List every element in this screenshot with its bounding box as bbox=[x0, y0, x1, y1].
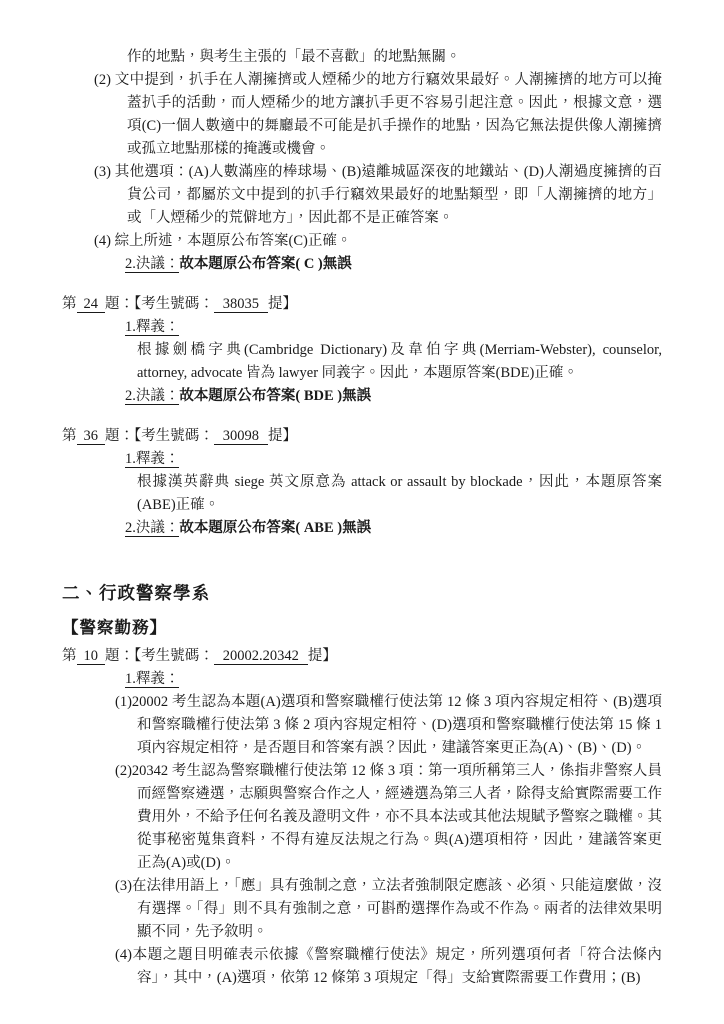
candidate-label: 題：【考生號碼： bbox=[105, 428, 214, 444]
resolution-line bbox=[125, 385, 662, 408]
question-prefix: 第 bbox=[62, 428, 77, 444]
resolution-line bbox=[125, 253, 662, 276]
explanation-paragraph: 根據漢英辭典 siege 英文原意為 attack or assault by blockade，因此，本題原答案(ABE)正確。 bbox=[137, 474, 662, 513]
explanation-label: 1.釋義： bbox=[125, 451, 180, 467]
question-suffix: 提】 bbox=[268, 428, 297, 444]
resolution-line bbox=[125, 517, 662, 540]
item-text: 其他選項：(A)人數滿座的棒球場、(B)遠離城區深夜的地鐵站、(D)人潮過度擁擠的百貨公司，都屬於文中提到的扒手行竊效果最好的地點類型，即「人潮擁擠的地方」或「人煙稀少的荒僻地方」，因此都不是正確答案。 bbox=[110, 164, 662, 226]
numbered-item bbox=[62, 161, 662, 230]
question-prefix: 第 bbox=[62, 648, 77, 664]
candidate-code: 38035 bbox=[214, 296, 268, 313]
blank-line-spacer bbox=[62, 408, 662, 425]
blank-line-spacer bbox=[62, 276, 662, 293]
item-marker: (2) bbox=[94, 72, 111, 88]
explanation-label-line bbox=[125, 448, 662, 471]
item-text: 文中提到，扒手在人潮擁擠或人煙稀少的地方行竊效果最好。人潮擁擠的地方可以掩蓋扒手的活動，而人煙稀少的地方讓扒手更不容易引起注意。因此，根據文意，選項(C)一個人數適中的舞廳最不可能是扒手操作的地點，因為它無法提供像人潮擁擠或孤立地點那樣的掩護或機會。 bbox=[110, 72, 662, 157]
explanation-label: 1.釋義： bbox=[125, 671, 180, 687]
candidate-label: 題：【考生號碼： bbox=[105, 296, 214, 312]
resolution-label: 2.決議： bbox=[125, 520, 180, 536]
item-text: 20342 考生認為警察職權行使法第 12 條 3 項：第一項所稱第三人，係指非警察人員而經警察遴選，志願與警察合作之人，經遴選為第三人者，除得支給實際需要工作費用外，不給予任何名義及證明文件，亦不具本法或其他法規賦予警察之職權。其從事秘密蒐集資料，不得有違反法規之行為。與(A)選項相符，因此，建議答案更正為(A)或(D)。 bbox=[131, 763, 662, 871]
explanation-label-line bbox=[125, 316, 662, 339]
subject-heading: 【警察勤務】 bbox=[62, 618, 167, 637]
section-heading: 二、行政警察學系 bbox=[62, 583, 210, 603]
numbered-item bbox=[62, 875, 662, 944]
question-header bbox=[62, 425, 662, 448]
question-header bbox=[62, 645, 662, 668]
question-number: 24 bbox=[77, 296, 106, 313]
explanation-paragraph: 根據劍橋字典(Cambridge Dictionary)及韋伯字典(Merriam-Webster), counselor, attorney, advocate 皆為 lawyer 同義字。因此，本題原答案(BDE)正確。 bbox=[137, 342, 662, 381]
item-marker: (3) bbox=[94, 164, 111, 180]
item-text: 20002 考生認為本題(A)選項和警察職權行使法第 12 條 3 項內容規定相符、(B)選項和警察職權行使法第 3 條 2 項內容規定相符、(D)選項和警察職權行使法第 15 條 1 項內容規定相符，是否題目和答案有誤？因此，建議答案更正為(A)、(B)、(D)。 bbox=[131, 694, 662, 756]
item-marker: (2) bbox=[115, 763, 132, 779]
item-marker: (3) bbox=[115, 878, 132, 894]
item-marker: (4) bbox=[115, 947, 132, 963]
candidate-label: 題：【考生號碼： bbox=[105, 648, 214, 664]
numbered-item bbox=[62, 691, 662, 760]
candidate-code: 30098 bbox=[214, 428, 268, 445]
resolution-text: 故本題原公布答案( ABE )無誤 bbox=[179, 520, 372, 536]
item-text: 本題之題目明確表示依據《警察職權行使法》規定，所列選項何者「符合法條內容」，其中，(A)選項，依第 12 條第 3 項規定「得」支給實際需要工作費用；(B) bbox=[131, 947, 662, 986]
question-suffix: 提】 bbox=[268, 296, 297, 312]
explanation-label: 1.釋義： bbox=[125, 319, 180, 335]
question-header bbox=[62, 293, 662, 316]
question-number: 36 bbox=[77, 428, 106, 445]
item-marker: (4) bbox=[94, 233, 111, 249]
item-text: 綜上所述，本題原公布答案(C)正確。 bbox=[110, 233, 352, 249]
question-suffix: 提】 bbox=[307, 648, 337, 664]
candidate-code: 20002.20342 bbox=[214, 648, 308, 665]
resolution-label: 2.決議： bbox=[125, 256, 180, 272]
numbered-item bbox=[62, 230, 662, 253]
blank-line-spacer bbox=[62, 540, 662, 560]
document-content bbox=[62, 46, 662, 990]
resolution-text: 故本題原公布答案( C )無誤 bbox=[179, 256, 352, 272]
paragraph-continuation: 作的地點，與考生主張的「最不喜歡」的地點無關。 bbox=[127, 49, 461, 65]
resolution-label: 2.決議： bbox=[125, 388, 180, 404]
item-marker: (1) bbox=[115, 694, 132, 710]
numbered-item bbox=[62, 69, 662, 161]
resolution-text: 故本題原公布答案( BDE )無誤 bbox=[179, 388, 372, 404]
explanation-label-line bbox=[125, 668, 662, 691]
numbered-item bbox=[62, 760, 662, 875]
numbered-item bbox=[62, 944, 662, 990]
question-number: 10 bbox=[77, 648, 106, 665]
question-prefix: 第 bbox=[62, 296, 77, 312]
item-text: 在法律用語上，「應」具有強制之意，立法者強制限定應該、必須、只能這麼做，沒有選擇。「得」則不具有強制之意，可斟酌選擇作為或不作為。兩者的法律效果明顯不同，先予敘明。 bbox=[131, 878, 662, 940]
